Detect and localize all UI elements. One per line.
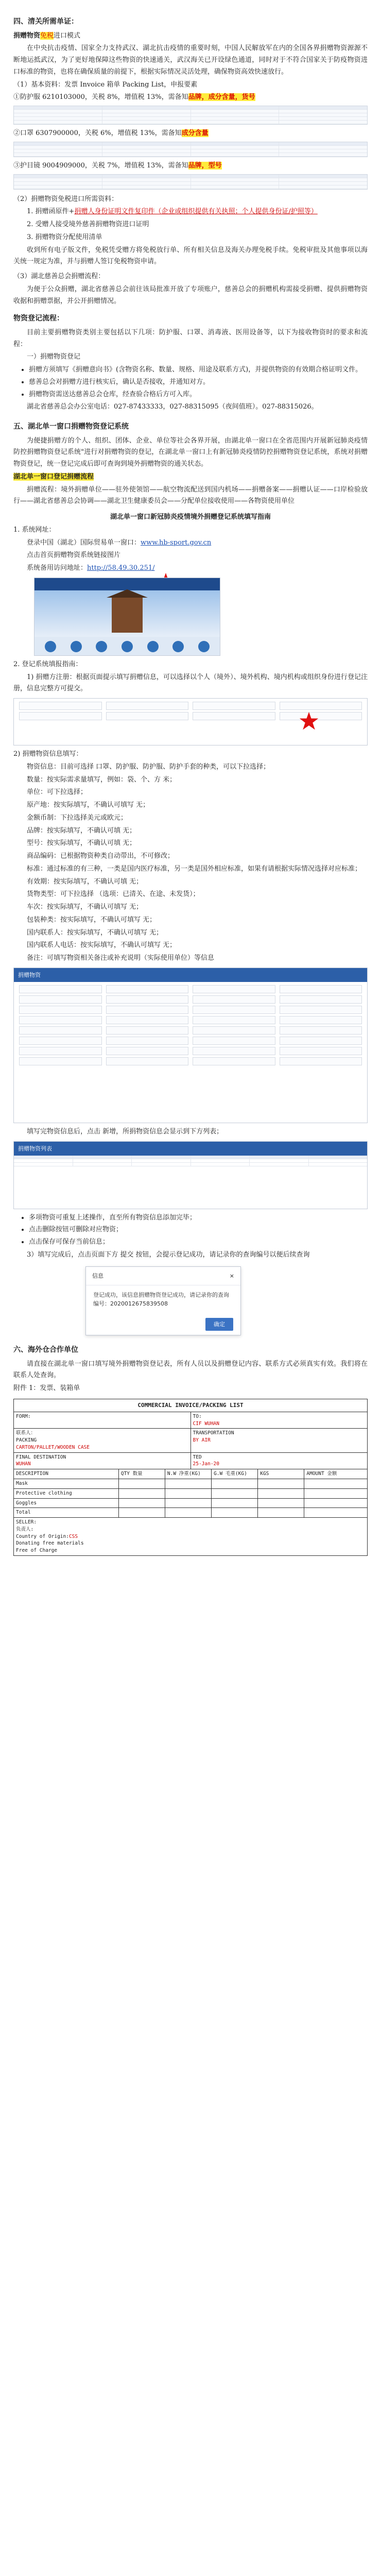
operation-bullet: • 点击删除按钮可删除对应物资； bbox=[29, 1224, 368, 1236]
mask-line bbox=[13, 128, 368, 140]
doc-item-1 bbox=[13, 206, 368, 218]
invoice-final-value: WUHAN bbox=[16, 1461, 31, 1467]
field-item: 标准：通过标准的有三种，一类是国内医疗标准，另一类是国外相应标准，如果有请根据实际情况选择对应标准； bbox=[27, 865, 362, 873]
field-item: 物资信息：目前可选择 口罩、防护服、防护服、防护手套的种类，可以下拉选择； bbox=[27, 762, 270, 771]
section-5-heading: 五、湖北单一窗口捐赠物资登记系统 bbox=[13, 422, 129, 431]
import-mode-line bbox=[13, 30, 368, 42]
mask-required: 成分含量 bbox=[181, 129, 209, 137]
donation-form-screenshot bbox=[13, 968, 368, 1123]
portal-screenshot bbox=[34, 578, 220, 656]
portal-header-bar bbox=[34, 578, 220, 590]
goggles-required: 品牌，型号 bbox=[188, 161, 222, 170]
field-item: 单位：可下拉选择； bbox=[27, 788, 88, 796]
invoice-final-label: FINAL DESTINATION bbox=[16, 1454, 66, 1460]
single-window-link[interactable]: www.hb-sport.gov.cn bbox=[141, 538, 212, 547]
invoice-row-label: Mask bbox=[14, 1479, 119, 1488]
field-item: 有效期：按实际填写，不确认可填 无； bbox=[27, 877, 143, 886]
invoice-ted-value: 25-Jan-20 bbox=[193, 1461, 219, 1467]
backup-url-link[interactable]: http://58.49.30.251/ bbox=[87, 564, 155, 572]
invoice-row-label: Protective clothing bbox=[14, 1489, 119, 1498]
invoice-row-label: Goggles bbox=[14, 1499, 119, 1508]
invoice-row bbox=[14, 1479, 367, 1489]
invoice-seller-label: SELLER: bbox=[16, 1519, 37, 1526]
section-4-heading: 四、清关所需单证： bbox=[13, 18, 78, 26]
mask-text: ②口罩 6307900000，关税 6%，增值税 13%，需备知 bbox=[13, 129, 182, 137]
goggles-line bbox=[13, 160, 368, 172]
attachment-line: 附件 1：发票、装箱单 bbox=[13, 1384, 80, 1393]
invoice-donating: Donating free materials bbox=[16, 1540, 84, 1547]
field-list bbox=[13, 761, 368, 964]
doc-item-3: 3. 捐赠物资分配使用清单 bbox=[27, 233, 102, 241]
registration-bullet: • 捐赠物资需送达慈善总会仓库，经查验合格后方可入库。 bbox=[29, 389, 368, 401]
field-item: 货物类型：可下拉选择 （选项：已清关、在途、未发货）； bbox=[27, 890, 200, 899]
invoice-col-header: N.W 净重(KG) bbox=[165, 1469, 212, 1479]
system-url-line-2: 点击首页捐赠物资系统链接图片 bbox=[27, 551, 121, 560]
doc-item-2: 2. 受赠人接受境外慈善捐赠物资进口证明 bbox=[27, 221, 149, 228]
invoice-to-value: CIF WUHAN bbox=[193, 1420, 219, 1427]
protective-suit-line bbox=[13, 92, 368, 104]
section-6-heading: 六、海外仓合作单位 bbox=[13, 1346, 78, 1354]
red-star-icon bbox=[299, 711, 319, 732]
system-url-label: 1. 系统网址： bbox=[13, 526, 56, 534]
declaration-table-2 bbox=[13, 142, 368, 157]
invoice-ted-label: TED bbox=[193, 1454, 202, 1460]
system-url-line-3 bbox=[13, 563, 368, 574]
registration-bullet: • 慈善总会对捐赠方进行核实后，确认是否接收，并通知对方。 bbox=[29, 377, 368, 388]
duty-free-docs-heading: （2）捐赠物资免税进口所需资料： bbox=[13, 195, 118, 203]
field-item: 国内联系人：按实际填写，不确认可填写 无； bbox=[27, 928, 163, 937]
field-item: 品牌：按实际填写，不确认可填 无； bbox=[27, 826, 136, 835]
invoice-row bbox=[14, 1508, 367, 1518]
donation-list-title: 捐赠物资列表 bbox=[14, 1142, 367, 1156]
donation-form-title: 捐赠物资 bbox=[14, 968, 367, 982]
protective-suit-text: ①防护服 6210103000，关税 8%，增值税 13%，需备知 bbox=[13, 93, 188, 101]
flow-label-text: 湖北单一窗口登记捐赠流程 bbox=[13, 472, 94, 481]
registration-bullet: • 捐赠方须填写《捐赠意向书》(含物资名称、数量、规格、用途及联系方式)，并提供物资的有效期合格证明文件。 bbox=[29, 364, 368, 376]
charity-flow-paragraph: 为便于公众捐赠，湖北省慈善总会前往该局批准开放了专项账户，慈善总会的捐赠机构需接受捐赠、提供捐赠物资收据和捐赠票据，并公开捐赠情况。 bbox=[13, 285, 368, 305]
field-item: 车次：按实际填写，不确认可填写 无； bbox=[27, 903, 143, 911]
yellow-crane-tower-image bbox=[112, 597, 143, 633]
contact-line: 湖北省慈善总会办公室电话：027-87433333，027-88315095（夜间值班）。027-88315026。 bbox=[27, 403, 318, 411]
invoice-row bbox=[14, 1489, 367, 1499]
invoice-contact-label: 联系人： bbox=[16, 1430, 36, 1436]
field-item: 国内联系人电话：按实际填写，不确认可填写 无； bbox=[27, 941, 177, 950]
invoice-seller-sub: 负责人: bbox=[16, 1526, 34, 1532]
invoice-row-label: Total bbox=[14, 1508, 119, 1517]
invoice-packing-value: CARTON/PALLET/WOODEN CASE bbox=[16, 1444, 90, 1450]
invoice-free: Free of Charge bbox=[16, 1548, 58, 1554]
success-dialog bbox=[85, 1266, 241, 1336]
field-item: 数量：按实际需求量填写，例如：袋、个、方 米； bbox=[27, 775, 177, 784]
login-step-1: 1) 捐赠方注册：根据页面提示填写捐赠信息，可以选择以个人（境外）、境外机构、境内机构或组织身份进行登记注册，信息完整方可提交。 bbox=[13, 673, 368, 693]
registration-bullets bbox=[29, 364, 368, 400]
add-hint: 填写完物资信息后，点击 新增，所捐物资信息会显示到下方列表； bbox=[27, 1127, 223, 1136]
invoice-origin-label: Country of Origin: bbox=[16, 1533, 69, 1539]
invoice-transport-label: TRANSPORTATION bbox=[193, 1430, 234, 1436]
declaration-table-1 bbox=[13, 106, 368, 125]
flow-text: 捐赠流程：境外捐赠单位——驻外使领馆——航空物流配送到国内机场——捐赠备案——捐赠认证——口岸检验放行——湖北省慈善总会协调——湖北卫生健康委员会——分配单位接收使用——各物资使用单位 bbox=[13, 485, 368, 505]
field-item: 型号：按实际填写，不确认可填 无； bbox=[27, 839, 136, 848]
field-item: 原产地：按实际填写，不确认可填写 无； bbox=[27, 801, 150, 809]
import-mode-label: 捐赠物资 bbox=[13, 31, 41, 40]
protective-suit-required: 品牌，成分含量，货号 bbox=[188, 93, 255, 101]
dialog-title: 信息 bbox=[92, 1272, 103, 1279]
field-item: 金额币制：下拉选择美元或欧元； bbox=[27, 814, 128, 822]
operation-bullet: • 点击保存可保存当前信息； bbox=[29, 1236, 368, 1248]
section-6-paragraph: 请直接在湖北单一窗口填写境外捐赠物资登记表，所有人员以及捐赠登记内容、联系方式必须真实有效。我们将在联系人处查询。 bbox=[13, 1360, 368, 1380]
system-url-line-1-text: 登录中国（湖北）国际贸易单一窗口： bbox=[27, 538, 141, 547]
operation-bullets bbox=[29, 1212, 368, 1248]
invoice-col-header: KGS bbox=[258, 1469, 304, 1479]
invoice-transport-value: BY AIR bbox=[193, 1437, 211, 1444]
registration-heading: 物资登记流程： bbox=[13, 314, 64, 323]
guide-title: 湖北单一窗口新冠肺炎疫情境外捐赠登记系统填写指南 bbox=[110, 513, 271, 521]
intro-paragraph: 在中央抗击疫情、国家全力支持武汉、湖北抗击疫情的重要时刻，中国人民解放军在内的全国各界捐赠物资源源不断地运抵武汉，为了更好地保障这些物资的快速通关，武汉海关已开设绿色通道，同时对于不符合国家关于防疫物资进口标准的物资，也将在确保质量的前提下，根据实际情况灵活处理，确保物资高效快速放行。 bbox=[13, 44, 368, 76]
section-5-paragraph: 为便捷捐赠方的个人、组织、团体、企业、单位等社会各界开展，由湖北单一窗口在全省范围内开展新冠肺炎疫情防控捐赠物资登记系统"进行对捐赠物资的登记，在湖北单一窗口上有新冠肺炎疫情防控捐赠物资登记系统，系统对捐赠物资登记，统一登记完成后即可查询到境外捐赠物资的通关状态。 bbox=[13, 436, 368, 468]
invoice-table bbox=[13, 1399, 368, 1556]
basic-docs-line: （1）基本资料：发票 Invoice 箱单 Packing List，申报要素 bbox=[13, 80, 198, 89]
invoice-col-header: QTY 数量 bbox=[119, 1469, 165, 1479]
invoice-header-row bbox=[14, 1469, 367, 1479]
goggles-text: ③护目镜 9004909000，关税 7%，增值税 13%，需备知 bbox=[13, 161, 188, 170]
field-item: 商品编码：已根据物资种类自动带出，不可修改； bbox=[27, 852, 175, 860]
duty-free-highlight: 免税 bbox=[40, 31, 54, 40]
invoice-origin-value: CSS bbox=[68, 1533, 78, 1539]
invoice-col-header: DESCRIPTION bbox=[14, 1469, 119, 1479]
confirm-button[interactable]: 确定 bbox=[205, 1318, 233, 1331]
close-icon[interactable]: × bbox=[229, 1272, 234, 1279]
system-url-line-1 bbox=[13, 537, 368, 549]
invoice-title: COMMERCIAL INVOICE/PACKING LIST bbox=[14, 1399, 367, 1412]
field-item: 备注：可填写物资相关备注或补充说明（实际使用单位）等信息 bbox=[27, 954, 215, 962]
registration-list-head: 一）捐赠物资登记 bbox=[27, 353, 81, 361]
field-item: 包装种类：按实际填写，不确认可填写 无； bbox=[27, 916, 157, 924]
flow-label bbox=[13, 471, 368, 483]
declaration-table-3 bbox=[13, 174, 368, 190]
invoice-col-header: G.W 毛重(KG) bbox=[212, 1469, 258, 1479]
invoice-packing-label: PACKING bbox=[16, 1437, 37, 1444]
charity-flow-heading: （3）湖北慈善总会捐赠流程： bbox=[13, 273, 105, 280]
login-label: 2. 登记系统填报指南： bbox=[13, 660, 82, 668]
dialog-message: 登记成功，该信息捐赠物资登记成功，请记录你的查询编号：2020012675839508 bbox=[93, 1291, 229, 1308]
doc-item-1-text: 1. 捐赠函原件+ bbox=[27, 208, 75, 216]
invoice-to-label: TO: bbox=[193, 1413, 202, 1419]
doc-item-1-red: 捐赠人身份证明文件复印件（企业或组织提供有关执照；个人提供身份证/护照等） bbox=[74, 208, 318, 216]
submit-note: 3）填写完成后，点击页面下方 提交 按钮，会提示登记成功，请记录你的查询编号以便后续查询 bbox=[27, 1250, 310, 1259]
donation-list-screenshot bbox=[13, 1141, 368, 1209]
login-step-2: 2) 捐赠物资信息填写： bbox=[13, 750, 83, 758]
registration-paragraph: 目前主要捐赠物资类别主要包括以下几项：防护服、口罩、消毒液、医用设备等，以下为接收物资时的要求和流程： bbox=[13, 328, 368, 348]
invoice-form-label: FORM: bbox=[16, 1413, 31, 1419]
system-url-line-3-text: 系统备用访问地址： bbox=[27, 564, 88, 572]
invoice-row bbox=[14, 1499, 367, 1509]
import-mode-tail: 进口模式 bbox=[54, 31, 81, 40]
invoice-footer bbox=[14, 1518, 367, 1555]
invoice-col-header: AMOUNT 金额 bbox=[306, 1471, 337, 1477]
portal-icon-row bbox=[45, 641, 210, 652]
duty-free-note: 收到所有电子版文件，免税凭受赠方将免税放行单、所有相关信息及海关办理免税手续。免税审批及其他事项以海关统一规定为准，并与捐赠人签订免税物资申请。 bbox=[13, 246, 368, 266]
operation-bullet: • 多项物资可重复上述操作，直至所有物资信息添加完毕； bbox=[29, 1212, 368, 1224]
